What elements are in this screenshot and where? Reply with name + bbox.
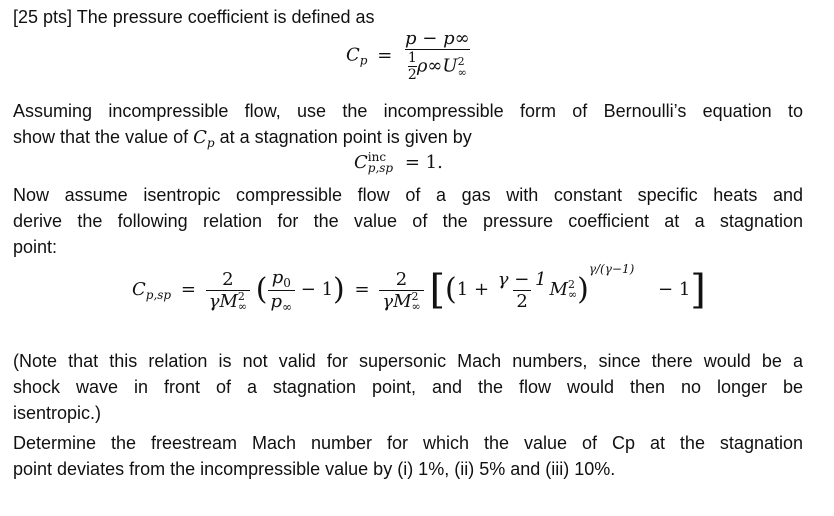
equation-incompressible-cp: C inc p,sp = 1. xyxy=(354,150,443,175)
task-line-1: Determine the freestream Mach number for which the value of Cp at the stagnation xyxy=(13,433,803,453)
paragraph-2-line-2: derive the following relation for the value of the pressure coefficient at a stagnation xyxy=(13,211,803,231)
paragraph-1-line-1: Assuming incompressible flow, use the incompressible form of Bernoulli’s equation to xyxy=(13,101,803,121)
note-line-3: isentropic.) xyxy=(13,403,102,423)
note-line-1: (Note that this relation is not valid for supersonic Mach numbers, since there would be a xyxy=(13,351,803,371)
equation-compressible-cp: $C_{p,sp}$ = 2 γM 2 ∞ ( $\frac{p_0}{p_\infty}$ − 1) = 2 γM 2 ∞ [(1 + $\frac{\gamma - 1}{2}$ M 2 ∞ )$^{\gamma/(\gamma-1)}$ − 1] xyxy=(132,262,706,314)
paragraph-2-line-1: Now assume isentropic compressible flow of a gas with constant specific heats and xyxy=(13,185,803,205)
problem-intro: [25 pts] The pressure coefficient is defined as xyxy=(13,7,375,27)
paragraph-1-line-2: show that the value of $C_p$ at a stagnation point is given by xyxy=(13,127,472,150)
note-line-2: shock wave in front of a stagnation point, and the flow would then no longer be xyxy=(13,377,803,397)
task-line-2: point deviates from the incompressible value by (i) 1%, (ii) 5% and (iii) 10%. xyxy=(13,459,616,479)
paragraph-2-line-3: point: xyxy=(13,237,58,257)
equation-cp-definition: $C_p$ = p − p∞ $\frac{1}{2}$ ρ∞U 2 ∞ xyxy=(346,28,470,83)
